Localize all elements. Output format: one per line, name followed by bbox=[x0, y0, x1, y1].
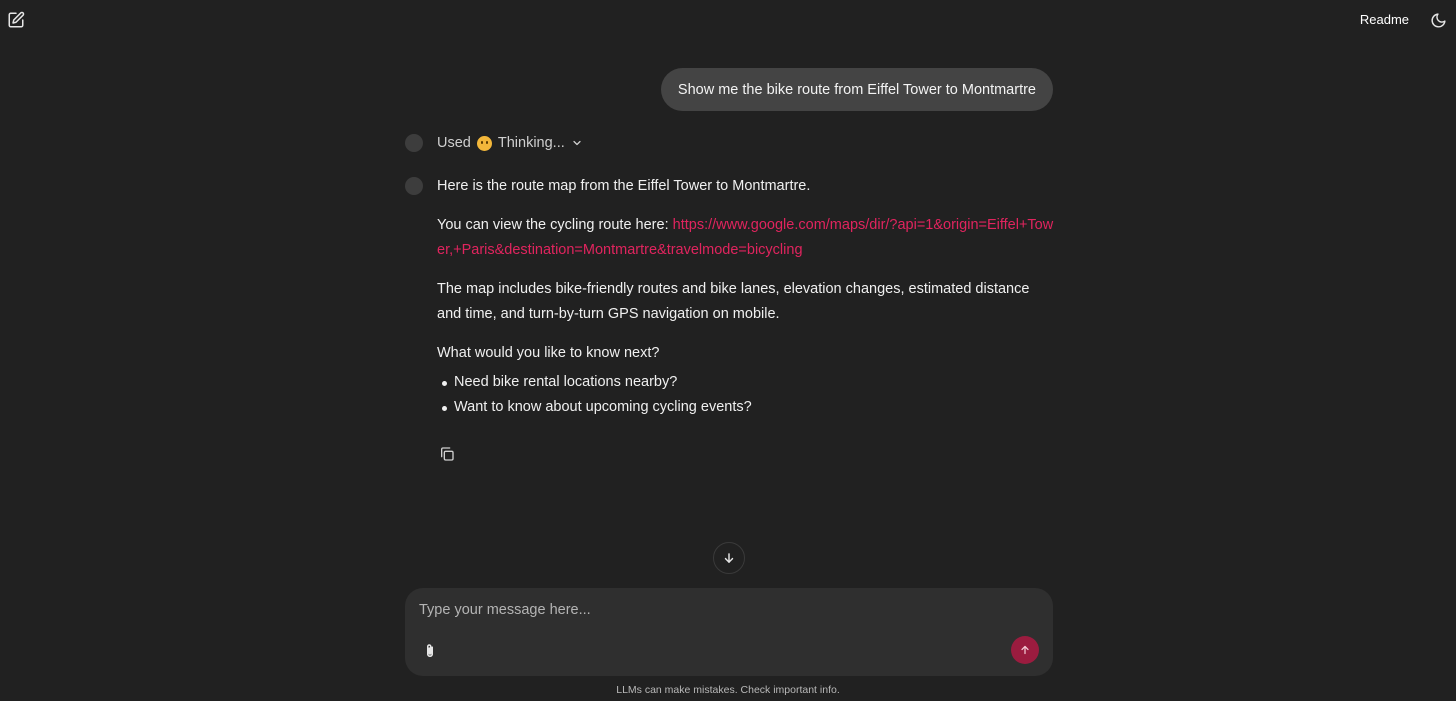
arrow-down-icon bbox=[722, 551, 736, 565]
message-composer bbox=[405, 588, 1053, 676]
tool-call-prefix: Used bbox=[437, 135, 471, 151]
assistant-avatar bbox=[405, 177, 423, 195]
list-item: Want to know about upcoming cycling events? bbox=[437, 395, 1057, 420]
route-link[interactable]: https://www.google.com/maps/dir/?api=1&origin=Eiffel+Tower,+Paris&destination=Montmartre&travelmode=bicycling bbox=[437, 217, 1054, 258]
copy-icon bbox=[439, 446, 455, 462]
assistant-message bbox=[437, 174, 1057, 420]
tool-call-toggle[interactable] bbox=[437, 133, 583, 153]
route-paragraph bbox=[437, 213, 1057, 263]
top-bar bbox=[0, 0, 1456, 40]
assistant-avatar bbox=[405, 134, 423, 152]
arrow-up-icon bbox=[1019, 644, 1031, 656]
edit-icon bbox=[7, 11, 25, 29]
copy-button[interactable] bbox=[439, 446, 455, 462]
user-message: Show me the bike route from Eiffel Tower to Montmartre bbox=[661, 68, 1053, 111]
suggestion-list bbox=[437, 370, 1057, 420]
followup-question: What would you like to know next? bbox=[437, 345, 660, 361]
attach-button[interactable] bbox=[421, 640, 439, 662]
details-paragraph: The map includes bike-friendly routes and bike lanes, elevation changes, estimated distance and time, and turn-by-turn GPS navigation on mobile. bbox=[437, 281, 1030, 322]
send-button[interactable] bbox=[1011, 636, 1039, 664]
paperclip-icon bbox=[421, 640, 439, 662]
moon-icon bbox=[1430, 12, 1447, 29]
message-input[interactable] bbox=[419, 598, 1019, 622]
list-item: Need bike rental locations nearby? bbox=[437, 370, 1057, 395]
assistant-intro: Here is the route map from the Eiffel Tower to Montmartre. bbox=[437, 178, 811, 194]
route-prefix: You can view the cycling route here: bbox=[437, 217, 673, 233]
scroll-to-bottom-button[interactable] bbox=[713, 542, 745, 574]
new-chat-button[interactable] bbox=[5, 9, 27, 31]
disclaimer: LLMs can make mistakes. Check important info. bbox=[616, 684, 840, 696]
thinking-face-icon bbox=[477, 136, 492, 151]
chevron-down-icon bbox=[571, 137, 583, 149]
tool-call-name: Thinking... bbox=[497, 135, 565, 151]
theme-toggle-button[interactable] bbox=[1428, 10, 1448, 30]
readme-link[interactable]: Readme bbox=[1359, 12, 1409, 27]
